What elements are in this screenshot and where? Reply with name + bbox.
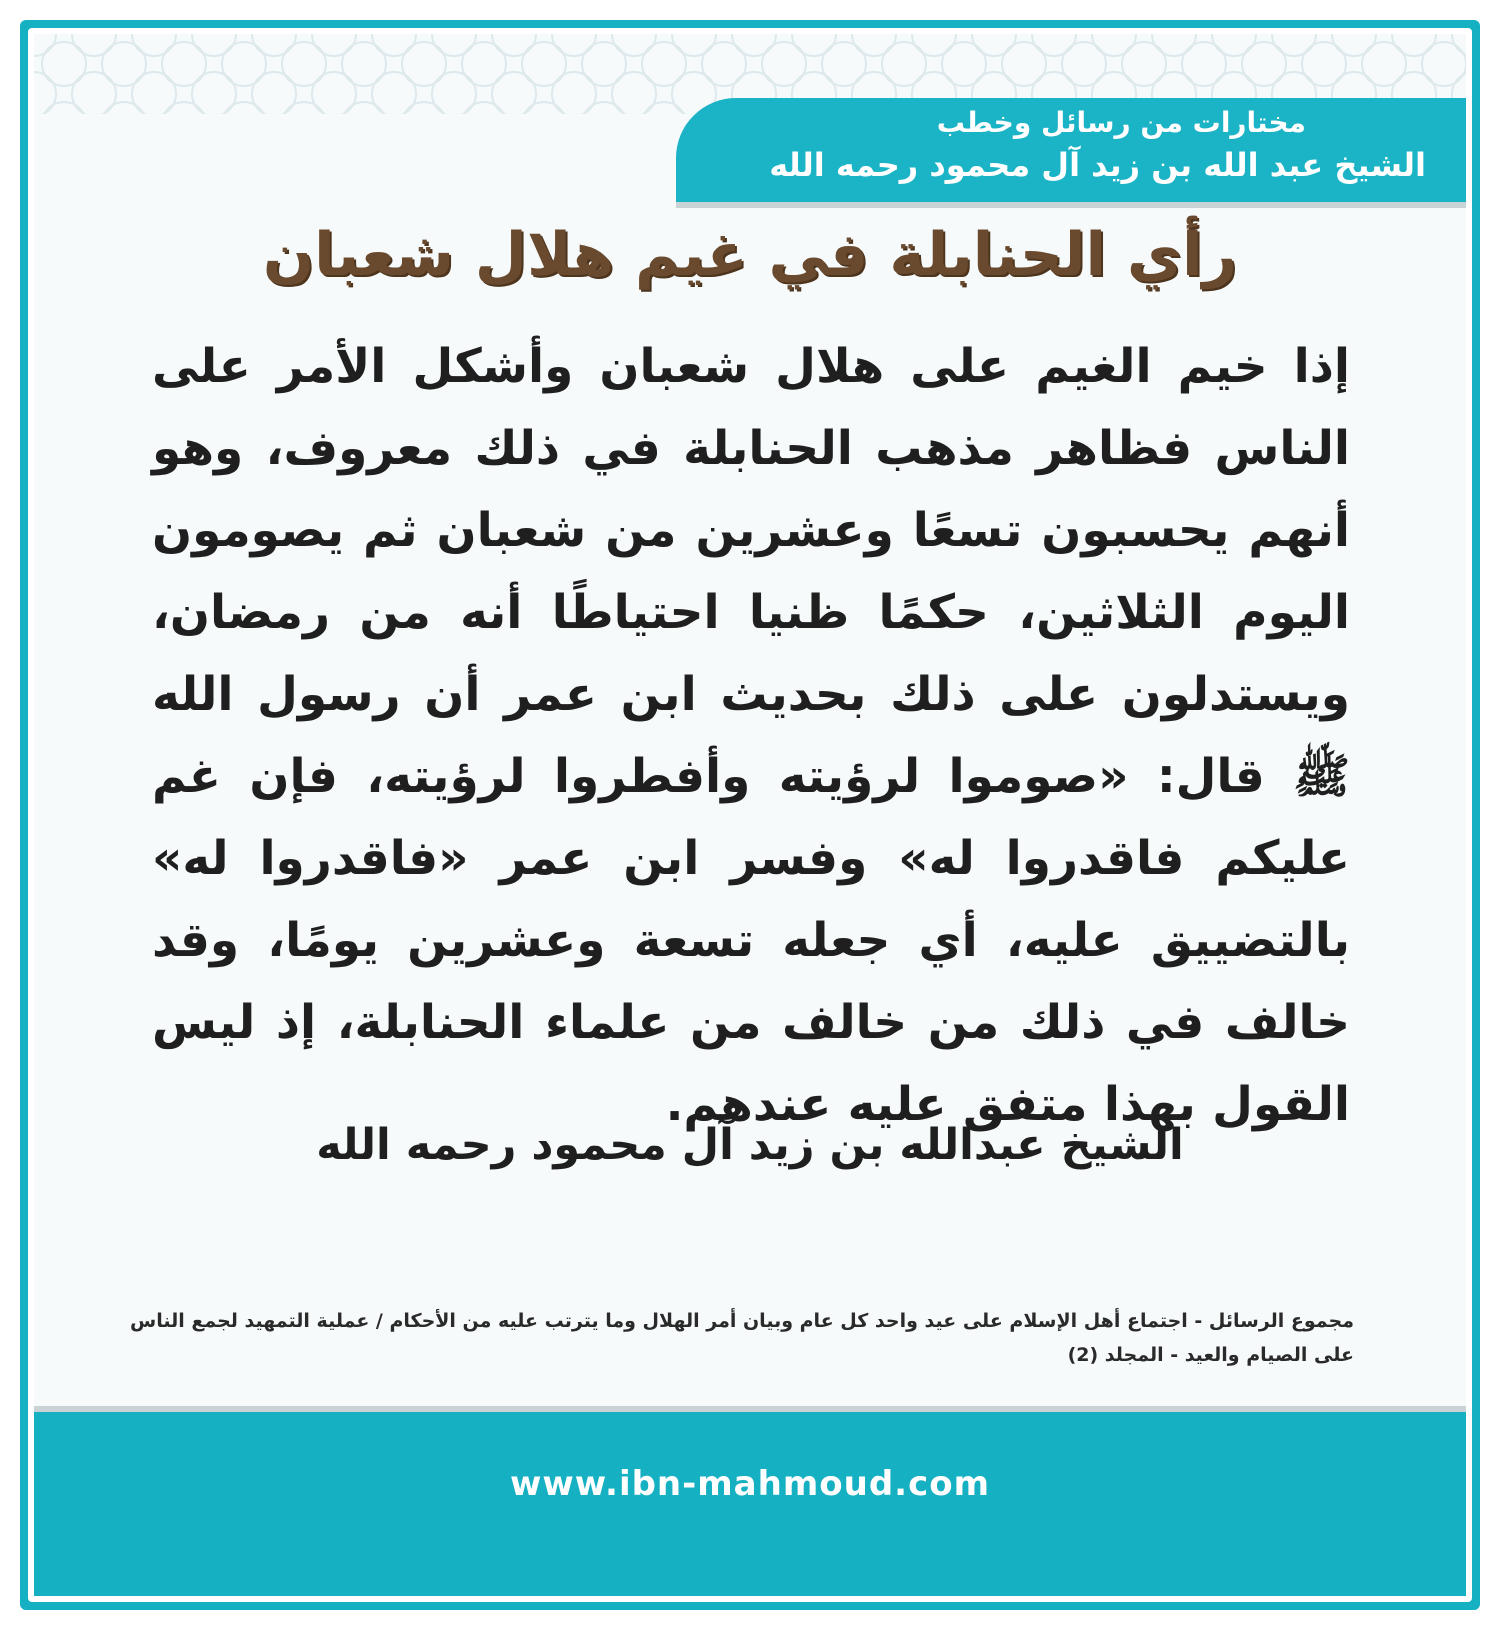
author-signature: الشيخ عبدالله بن زيد آل محمود رحمه الله <box>316 1120 1184 1170</box>
article-title: رأي الحنابلة في غيم هلال شعبان <box>262 220 1238 290</box>
website-link[interactable]: www.ibn-mahmoud.com <box>509 1464 991 1504</box>
series-title: مختارات من رسائل وخطب <box>936 106 1306 139</box>
card <box>34 34 1466 1596</box>
article-body: إذا خيم الغيم على هلال شعبان وأشكل الأمر على الناس فظاهر مذهب الحنابلة في ذلك معروف، وهو أنهم يحسبون تسعًا وعشرين من شعبان ثم يصومون اليوم الثلاثين، حكمًا ظنيا احتياطًا أنه من رمضان، ويستدلون على ذلك بحديث ابن عمر أن رسول الله ﷺ قال: «صوموا لرؤيته وأفطروا لرؤيته، فإن غم عليكم فاقدروا له» وفسر ابن عمر «فاقدروا له» بالتضييق عليه، أي جعله تسعة وعشرين يومًا، وقد خالف في ذلك من خالف من علماء الحنابلة، إذ ليس القول بهذا متفق عليه عندهم. <box>152 339 1350 1132</box>
header-banner <box>676 98 1466 202</box>
source-citation: مجموع الرسائل - اجتماع أهل الإسلام على عيد واحد كل عام وبيان أمر الهلال وما يترتب عليه من الأحكام / عملية التمهيد لجمع الناس على الصيام والعيد - المجلد (2) <box>129 1310 1354 1366</box>
sheikh-name-header: الشيخ عبد الله بن زيد آل محمود رحمه الله <box>769 146 1426 184</box>
footer-banner <box>34 1412 1466 1596</box>
